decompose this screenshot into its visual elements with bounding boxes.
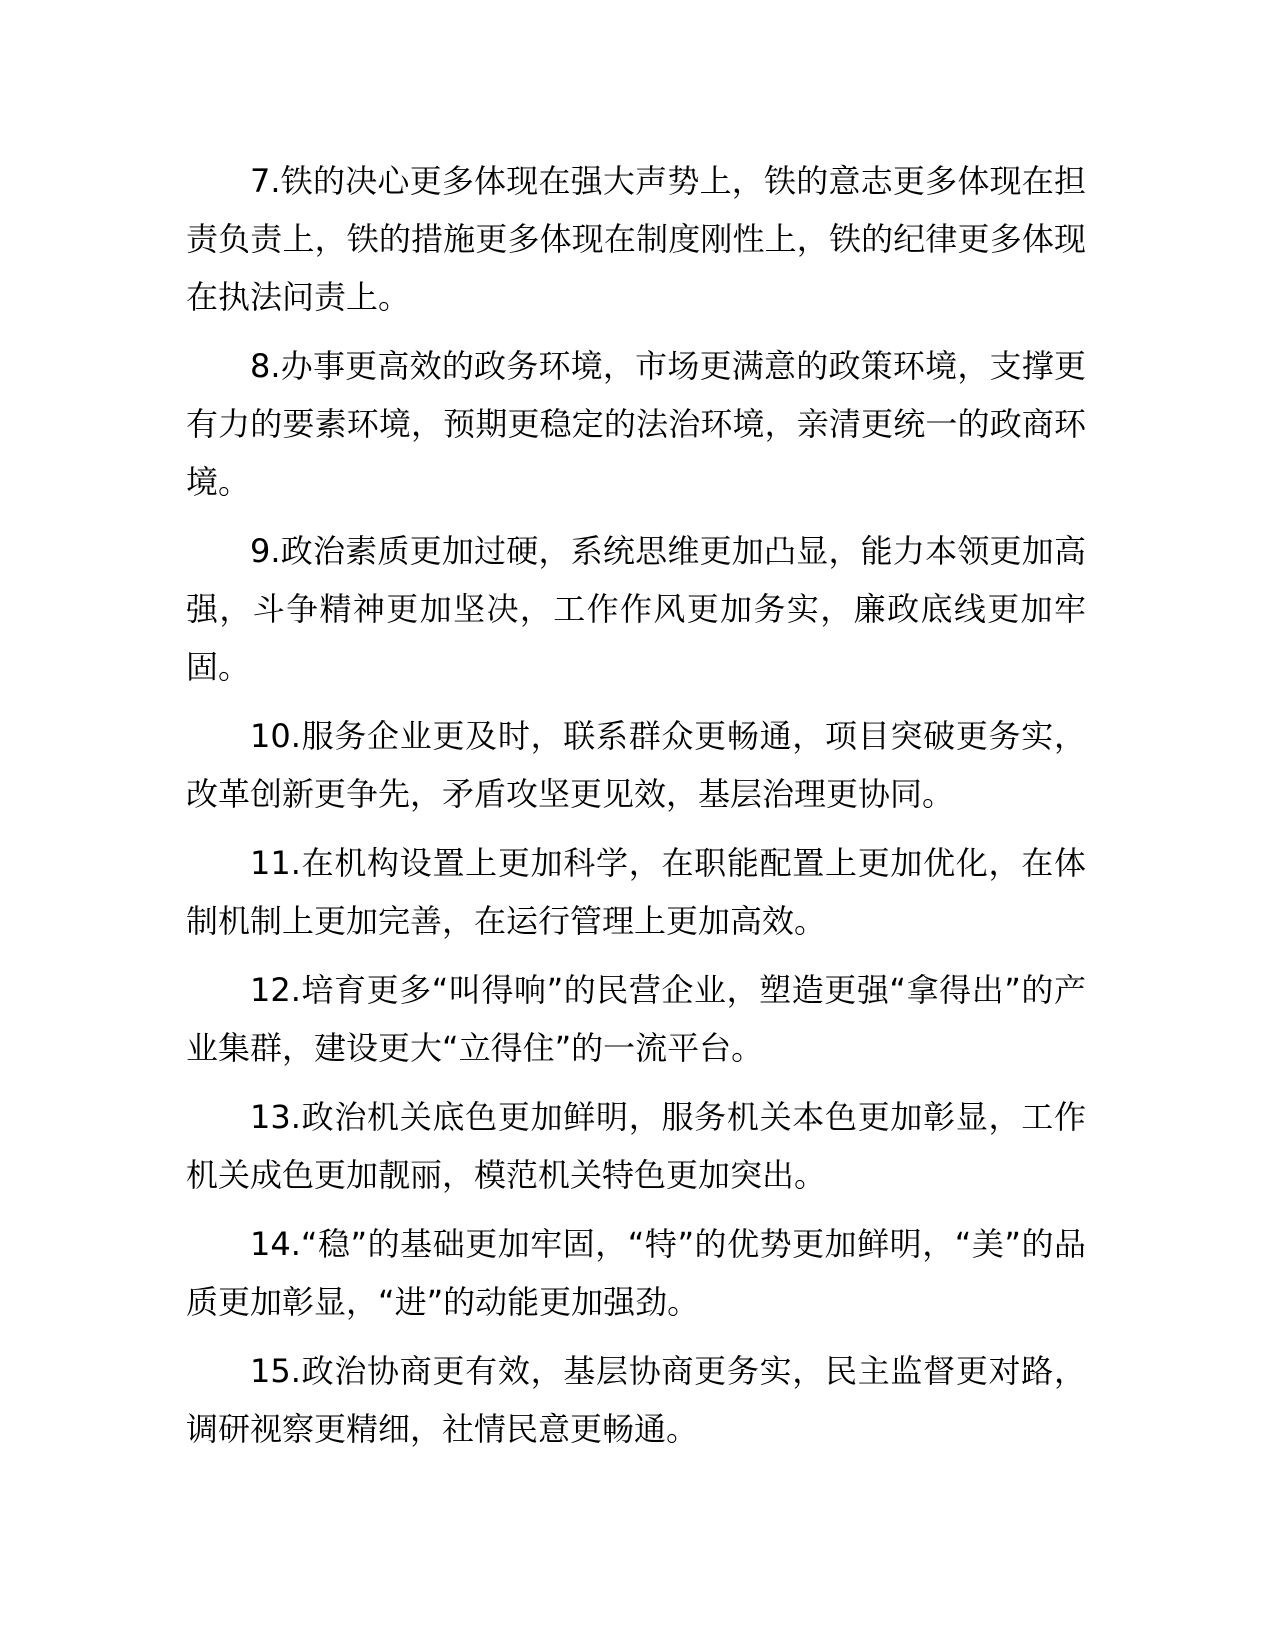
paragraph-13: 13.政治机关底色更加鲜明，服务机关本色更加彰显，工作机关成色更加靓丽，模范机关特色更加突出。	[186, 1098, 1086, 1194]
paragraph-11: 11.在机构设置上更加科学，在职能配置上更加优化，在体制机制上更加完善，在运行管理上更加高效。	[186, 844, 1086, 940]
paragraph-15: 15.政治协商更有效，基层协商更务实，民主监督更对路，调研视察更精细，社情民意更畅通。	[186, 1352, 1086, 1448]
paragraph-12: 12.培育更多“叫得响”的民营企业，塑造更强“拿得出”的产业集群，建设更大“立得住”的一流平台。	[186, 971, 1086, 1067]
paragraph-14: 14.“稳”的基础更加牢固，“特”的优势更加鲜明，“美”的品质更加彰显，“进”的动能更加强劲。	[186, 1225, 1086, 1321]
paragraph-7: 7.铁的决心更多体现在强大声势上，铁的意志更多体现在担责负责上，铁的措施更多体现在制度刚性上，铁的纪律更多体现在执法问责上。	[186, 162, 1086, 316]
document-body	[186, 152, 1086, 1469]
paragraph-10: 10.服务企业更及时，联系群众更畅通，项目突破更务实，改革创新更争先，矛盾攻坚更见效，基层治理更协同。	[186, 717, 1086, 813]
paragraph-9: 9.政治素质更加过硬，系统思维更加凸显，能力本领更加高强，斗争精神更加坚决，工作作风更加务实，廉政底线更加牢固。	[186, 532, 1086, 686]
paragraph-8: 8.办事更高效的政务环境，市场更满意的政策环境，支撑更有力的要素环境，预期更稳定的法治环境，亲清更统一的政商环境。	[186, 347, 1086, 501]
